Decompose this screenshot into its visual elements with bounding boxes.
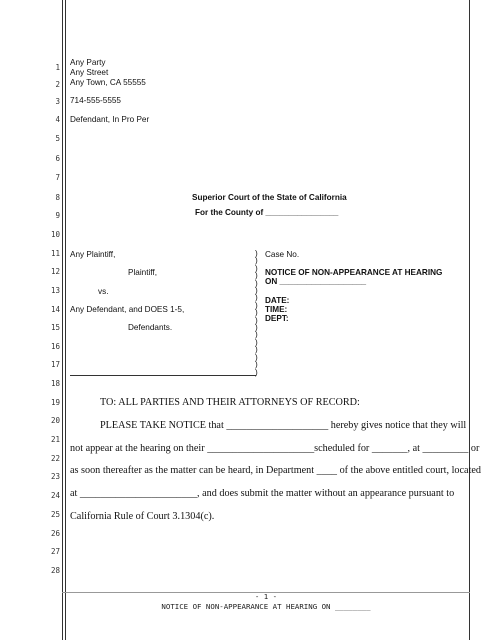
body-to-line: TO: ALL PARTIES AND THEIR ATTORNEYS OF RECORD: (100, 397, 360, 408)
footer-title: NOTICE OF NON-APPEARANCE AT HEARING ON ________ (161, 602, 371, 611)
left-margin-rule-outer (62, 0, 63, 640)
line-number: 17 (50, 360, 60, 369)
line-number: 28 (50, 565, 60, 575)
plaintiff-name: Any Plaintiff, (70, 250, 116, 259)
line-number: 10 (50, 230, 60, 239)
plaintiff-label: Plaintiff, (128, 268, 157, 277)
party-name: Any Party (70, 58, 106, 67)
line-number: 21 (50, 435, 60, 444)
defendant-label: Defendants. (128, 323, 173, 332)
caption-parentheses: ) ) ) ) ) ) ) ) ) ) ) ) ) ) ) ) ) (255, 249, 258, 377)
line-number: 19 (50, 398, 60, 407)
court-county: For the County of ________________ (195, 208, 339, 217)
line-number: 26 (50, 528, 60, 538)
line-number: 12 (50, 267, 60, 276)
caption-underline (70, 375, 256, 376)
party-role: Defendant, In Pro Per (70, 115, 150, 124)
line-number: 13 (50, 286, 60, 295)
hearing-time-label: TIME: (265, 305, 288, 314)
line-number: 11 (50, 249, 60, 258)
line-number: 15 (50, 323, 60, 332)
line-number: 7 (55, 173, 60, 182)
case-number-label: Case No. (265, 250, 300, 259)
defendant-name: Any Defendant, and DOES 1-5, (70, 305, 185, 314)
line-number: 6 (55, 154, 60, 163)
court-title: Superior Court of the State of California (192, 193, 347, 202)
line-number: 2 (55, 80, 60, 89)
line-number: 14 (50, 305, 60, 314)
line-number: 20 (50, 416, 60, 425)
party-phone: 714-555-5555 (70, 96, 121, 105)
party-city: Any Town, CA 55555 (70, 78, 146, 87)
line-number: 9 (55, 211, 60, 220)
notice-title-line2: ON ___________________ (265, 277, 367, 286)
body-line-5: California Rule of Court 3.1304(c). (70, 511, 215, 522)
hearing-dept-label: DEPT: (265, 314, 289, 323)
party-street: Any Street (70, 68, 109, 77)
line-number: 4 (55, 115, 60, 124)
versus-label: vs. (98, 287, 109, 296)
body-line-3: as soon thereafter as the matter can be heard, in Department ____ of the above entitled court, located (70, 465, 482, 476)
page-number: - 1 - (254, 592, 278, 601)
line-number: 8 (55, 193, 60, 202)
line-number: 18 (50, 379, 60, 388)
body-line-2: not appear at the hearing on their _____________________scheduled for _______, at _________ or (70, 443, 480, 454)
line-number: 25 (50, 510, 60, 519)
line-number: 3 (55, 97, 60, 106)
body-line-1: PLEASE TAKE NOTICE that ____________________ hereby gives notice that they will (100, 420, 467, 431)
left-margin-rule-inner (65, 0, 66, 640)
line-number: 23 (50, 472, 60, 481)
line-number: 1 (55, 63, 60, 72)
line-number: 24 (50, 491, 60, 500)
notice-title-line1: NOTICE OF NON-APPEARANCE AT HEARING (265, 268, 443, 277)
line-number: 27 (50, 547, 60, 557)
line-number: 16 (50, 342, 60, 351)
body-line-4: at _______________________, and does submit the matter without an appearance pursuant to (70, 488, 455, 499)
hearing-date-label: DATE: (265, 296, 290, 305)
right-margin-rule (469, 0, 470, 640)
line-number: 22 (50, 454, 60, 463)
line-number: 5 (55, 134, 60, 143)
